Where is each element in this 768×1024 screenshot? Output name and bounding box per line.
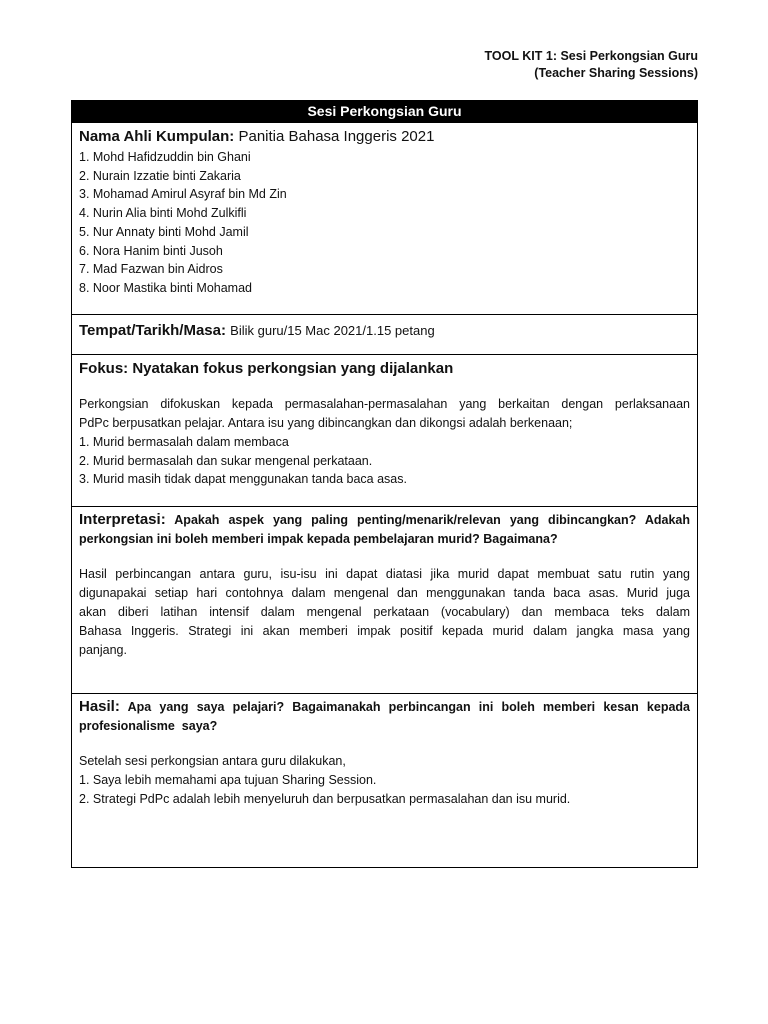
hasil-body [79, 752, 690, 809]
member-item: 5. Nur Annaty binti Mohd Jamil [79, 224, 249, 239]
interpretasi-question-cont: perkongsian ini boleh memberi impak kepada pembelajaran murid? Bagaimana? [79, 532, 558, 546]
form-title: Sesi Perkongsian Guru [72, 101, 697, 122]
toolkit-header [485, 48, 698, 82]
tempat-section [72, 314, 697, 354]
hasil-section [72, 693, 697, 867]
fokus-label: Fokus: Nyatakan fokus perkongsian yang dijalankan [79, 360, 454, 377]
tempat-value: Bilik guru/15 Mac 2021/1.15 petang [230, 323, 435, 338]
sharing-session-form [71, 100, 698, 868]
fokus-list [79, 433, 690, 489]
tempat-label: Tempat/Tarikh/Masa: [79, 322, 226, 339]
hasil-item: 1. Saya lebih memahami apa tujuan Sharing Session. [79, 773, 377, 787]
member-item: 8. Noor Mastika binti Mohamad [79, 280, 252, 295]
fokus-section [72, 354, 697, 506]
members-label: Nama Ahli Kumpulan: [79, 128, 235, 145]
toolkit-subtitle: (Teacher Sharing Sessions) [534, 66, 698, 80]
hasil-intro: Setelah sesi perkongsian antara guru dilakukan, [79, 754, 346, 768]
member-item: 1. Mohd Hafidzuddin bin Ghani [79, 150, 251, 164]
interpretasi-paragraph: Hasil perbincangan antara guru, isu-isu ini dapat diatasi jika murid dapat membuat satu rutin yang digunapakai setiap hari contohnya dalam mengenal dan menggunakan tanda baca asas. Murid juga akan diberi latihan intensif dalam mengenal perkataan (vocabulary) dan membaca teks dalam Bahasa Inggeris. Strategi ini akan memberi impak positif kepada murid dalam jangka masa yang panjang. [79, 567, 690, 657]
fokus-item: 3. Murid masih tidak dapat menggunakan tanda baca asas. [79, 472, 407, 487]
hasil-item: 2. Strategi PdPc adalah lebih menyeluruh dan berpusatkan permasalahan dan isu murid. [79, 792, 571, 806]
hasil-label: Hasil: [79, 698, 120, 715]
members-section [72, 122, 697, 314]
interpretasi-question: Apakah aspek yang paling penting/menarik/relevan yang dibincangkan? Adakah [174, 513, 690, 527]
fokus-item: 1. Murid bermasalah dalam membaca [79, 435, 289, 449]
fokus-item: 2. Murid bermasalah dan sukar mengenal perkataan. [79, 453, 373, 468]
member-item: 2. Nurain Izzatie binti Zakaria [79, 168, 241, 183]
member-item: 3. Mohamad Amirul Asyraf bin Md Zin [79, 187, 287, 202]
members-list [79, 148, 690, 298]
members-group: Panitia Bahasa Inggeris 2021 [238, 128, 435, 145]
member-item: 7. Mad Fazwan bin Aidros [79, 262, 223, 277]
interpretasi-section [72, 506, 697, 693]
hasil-question: Apa yang saya pelajari? Bagaimanakah perbincangan ini boleh memberi kesan kepada [127, 700, 691, 714]
hasil-question-cont: profesionalisme saya? [79, 719, 218, 733]
fokus-paragraph: Perkongsian difokuskan kepada permasalahan-permasalahan yang berkaitan dengan perlaksanaan PdPc berpusatkan pelajar. Antara isu yang dibincangkan dan dikongsi adalah berkenaan; [79, 397, 690, 430]
member-item: 6. Nora Hanim binti Jusoh [79, 243, 223, 258]
member-item: 4. Nurin Alia binti Mohd Zulkifli [79, 206, 247, 221]
interpretasi-label: Interpretasi: [79, 511, 166, 528]
toolkit-title: TOOL KIT 1: Sesi Perkongsian Guru [484, 49, 698, 63]
